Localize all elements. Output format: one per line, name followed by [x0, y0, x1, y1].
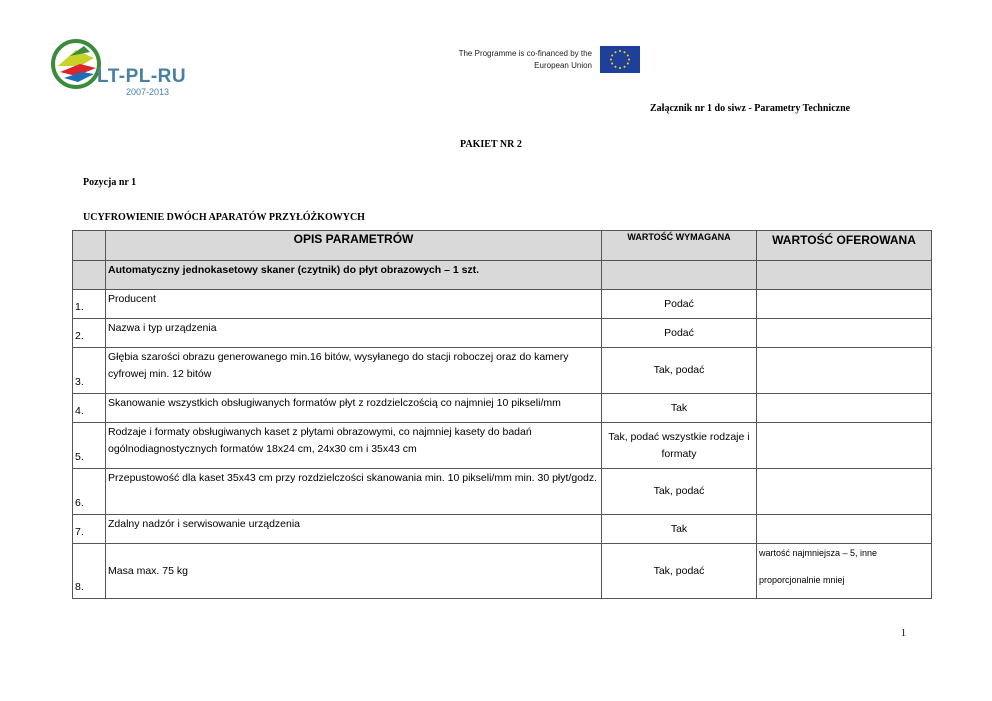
offered-note-line-1: wartość najmniejsza – 5, inne	[759, 548, 878, 558]
row-offered[interactable]	[757, 290, 932, 319]
row-required: Podać	[602, 319, 757, 348]
table-row	[73, 469, 932, 515]
page-number: 1	[901, 628, 906, 639]
header-description: OPIS PARAMETRÓW	[106, 231, 602, 261]
row-offered[interactable]	[757, 348, 932, 394]
eu-cofinancing-text	[436, 48, 592, 72]
section-required-cell	[602, 261, 757, 290]
row-number: 3.	[73, 348, 106, 394]
table-row	[73, 319, 932, 348]
row-description: Rodzaje i formaty obsługiwanych kaset z płytami obrazowymi, co najmniej kasety do badań ogólnodiagnostycznych formatów 18x24 cm, 24x30 cm i 35x43 cm	[106, 423, 602, 469]
row-description: Przepustowość dla kaset 35x43 cm przy rozdzielczości skanowania min. 10 pikseli/mm min. 30 płyt/godz.	[106, 469, 602, 515]
row-offered[interactable]	[757, 394, 932, 423]
table-row	[73, 515, 932, 544]
logo-years: 2007-2013	[126, 87, 170, 97]
row-number: 2.	[73, 319, 106, 348]
table-row	[73, 423, 932, 469]
row-description: Głębia szarości obrazu generowanego min.16 bitów, wysyłanego do stacji roboczej oraz do kamery cyfrowej min. 12 bitów	[106, 348, 602, 394]
row-number: 1.	[73, 290, 106, 319]
row-offered[interactable]	[757, 319, 932, 348]
eu-line-2: European Union	[534, 61, 592, 70]
row-required: Tak, podać	[602, 469, 757, 515]
row-offered[interactable]	[757, 515, 932, 544]
header-offered: WARTOŚĆ OFEROWANA	[757, 231, 932, 261]
logo-text: LT-PL-RU	[97, 66, 187, 87]
row-description: Nazwa i typ urządzenia	[106, 319, 602, 348]
section-row	[73, 261, 932, 290]
row-required: Podać	[602, 290, 757, 319]
parameters-table	[72, 230, 932, 599]
header-num-cell	[73, 231, 106, 261]
table-row	[73, 544, 932, 599]
row-offered[interactable]	[757, 469, 932, 515]
row-number: 6.	[73, 469, 106, 515]
row-number: 5.	[73, 423, 106, 469]
row-description: Zdalny nadzór i serwisowanie urządzenia	[106, 515, 602, 544]
package-title: PAKIET NR 2	[460, 139, 522, 150]
row-number: 7.	[73, 515, 106, 544]
row-offered[interactable]	[757, 423, 932, 469]
offered-note-line-2: proporcjonalnie mniej	[759, 575, 845, 585]
row-description: Skanowanie wszystkich obsługiwanych formatów płyt z rozdzielczością co najmniej 10 pikseli/mm	[106, 394, 602, 423]
row-description: Masa max. 75 kg	[106, 544, 602, 599]
table-row	[73, 394, 932, 423]
row-required: Tak	[602, 515, 757, 544]
position-label: Pozycja nr 1	[83, 177, 137, 188]
eu-flag-icon	[600, 46, 640, 73]
row-required: Tak, podać	[602, 544, 757, 599]
subject-title: UCYFROWIENIE DWÓCH APARATÓW PRZYŁÓŻKOWYCH	[83, 212, 365, 223]
table-header-row	[73, 231, 932, 261]
row-number: 8.	[73, 544, 106, 599]
table-row	[73, 290, 932, 319]
row-number: 4.	[73, 394, 106, 423]
row-offered[interactable]	[757, 544, 932, 599]
row-required: Tak	[602, 394, 757, 423]
header-required: WARTOŚĆ WYMAGANA	[602, 231, 757, 261]
lt-pl-ru-logo	[50, 36, 187, 98]
row-required: Tak, podać	[602, 348, 757, 394]
section-num-cell	[73, 261, 106, 290]
table-row	[73, 348, 932, 394]
attachment-title: Załącznik nr 1 do siwz - Parametry Techniczne	[650, 103, 851, 114]
section-offered-cell	[757, 261, 932, 290]
row-required: Tak, podać wszystkie rodzaje i formaty	[602, 423, 757, 469]
eu-line-1: The Programme is co-financed by the	[458, 49, 592, 58]
section-title: Automatyczny jednokasetowy skaner (czytnik) do płyt obrazowych – 1 szt.	[106, 261, 602, 290]
row-description: Producent	[106, 290, 602, 319]
